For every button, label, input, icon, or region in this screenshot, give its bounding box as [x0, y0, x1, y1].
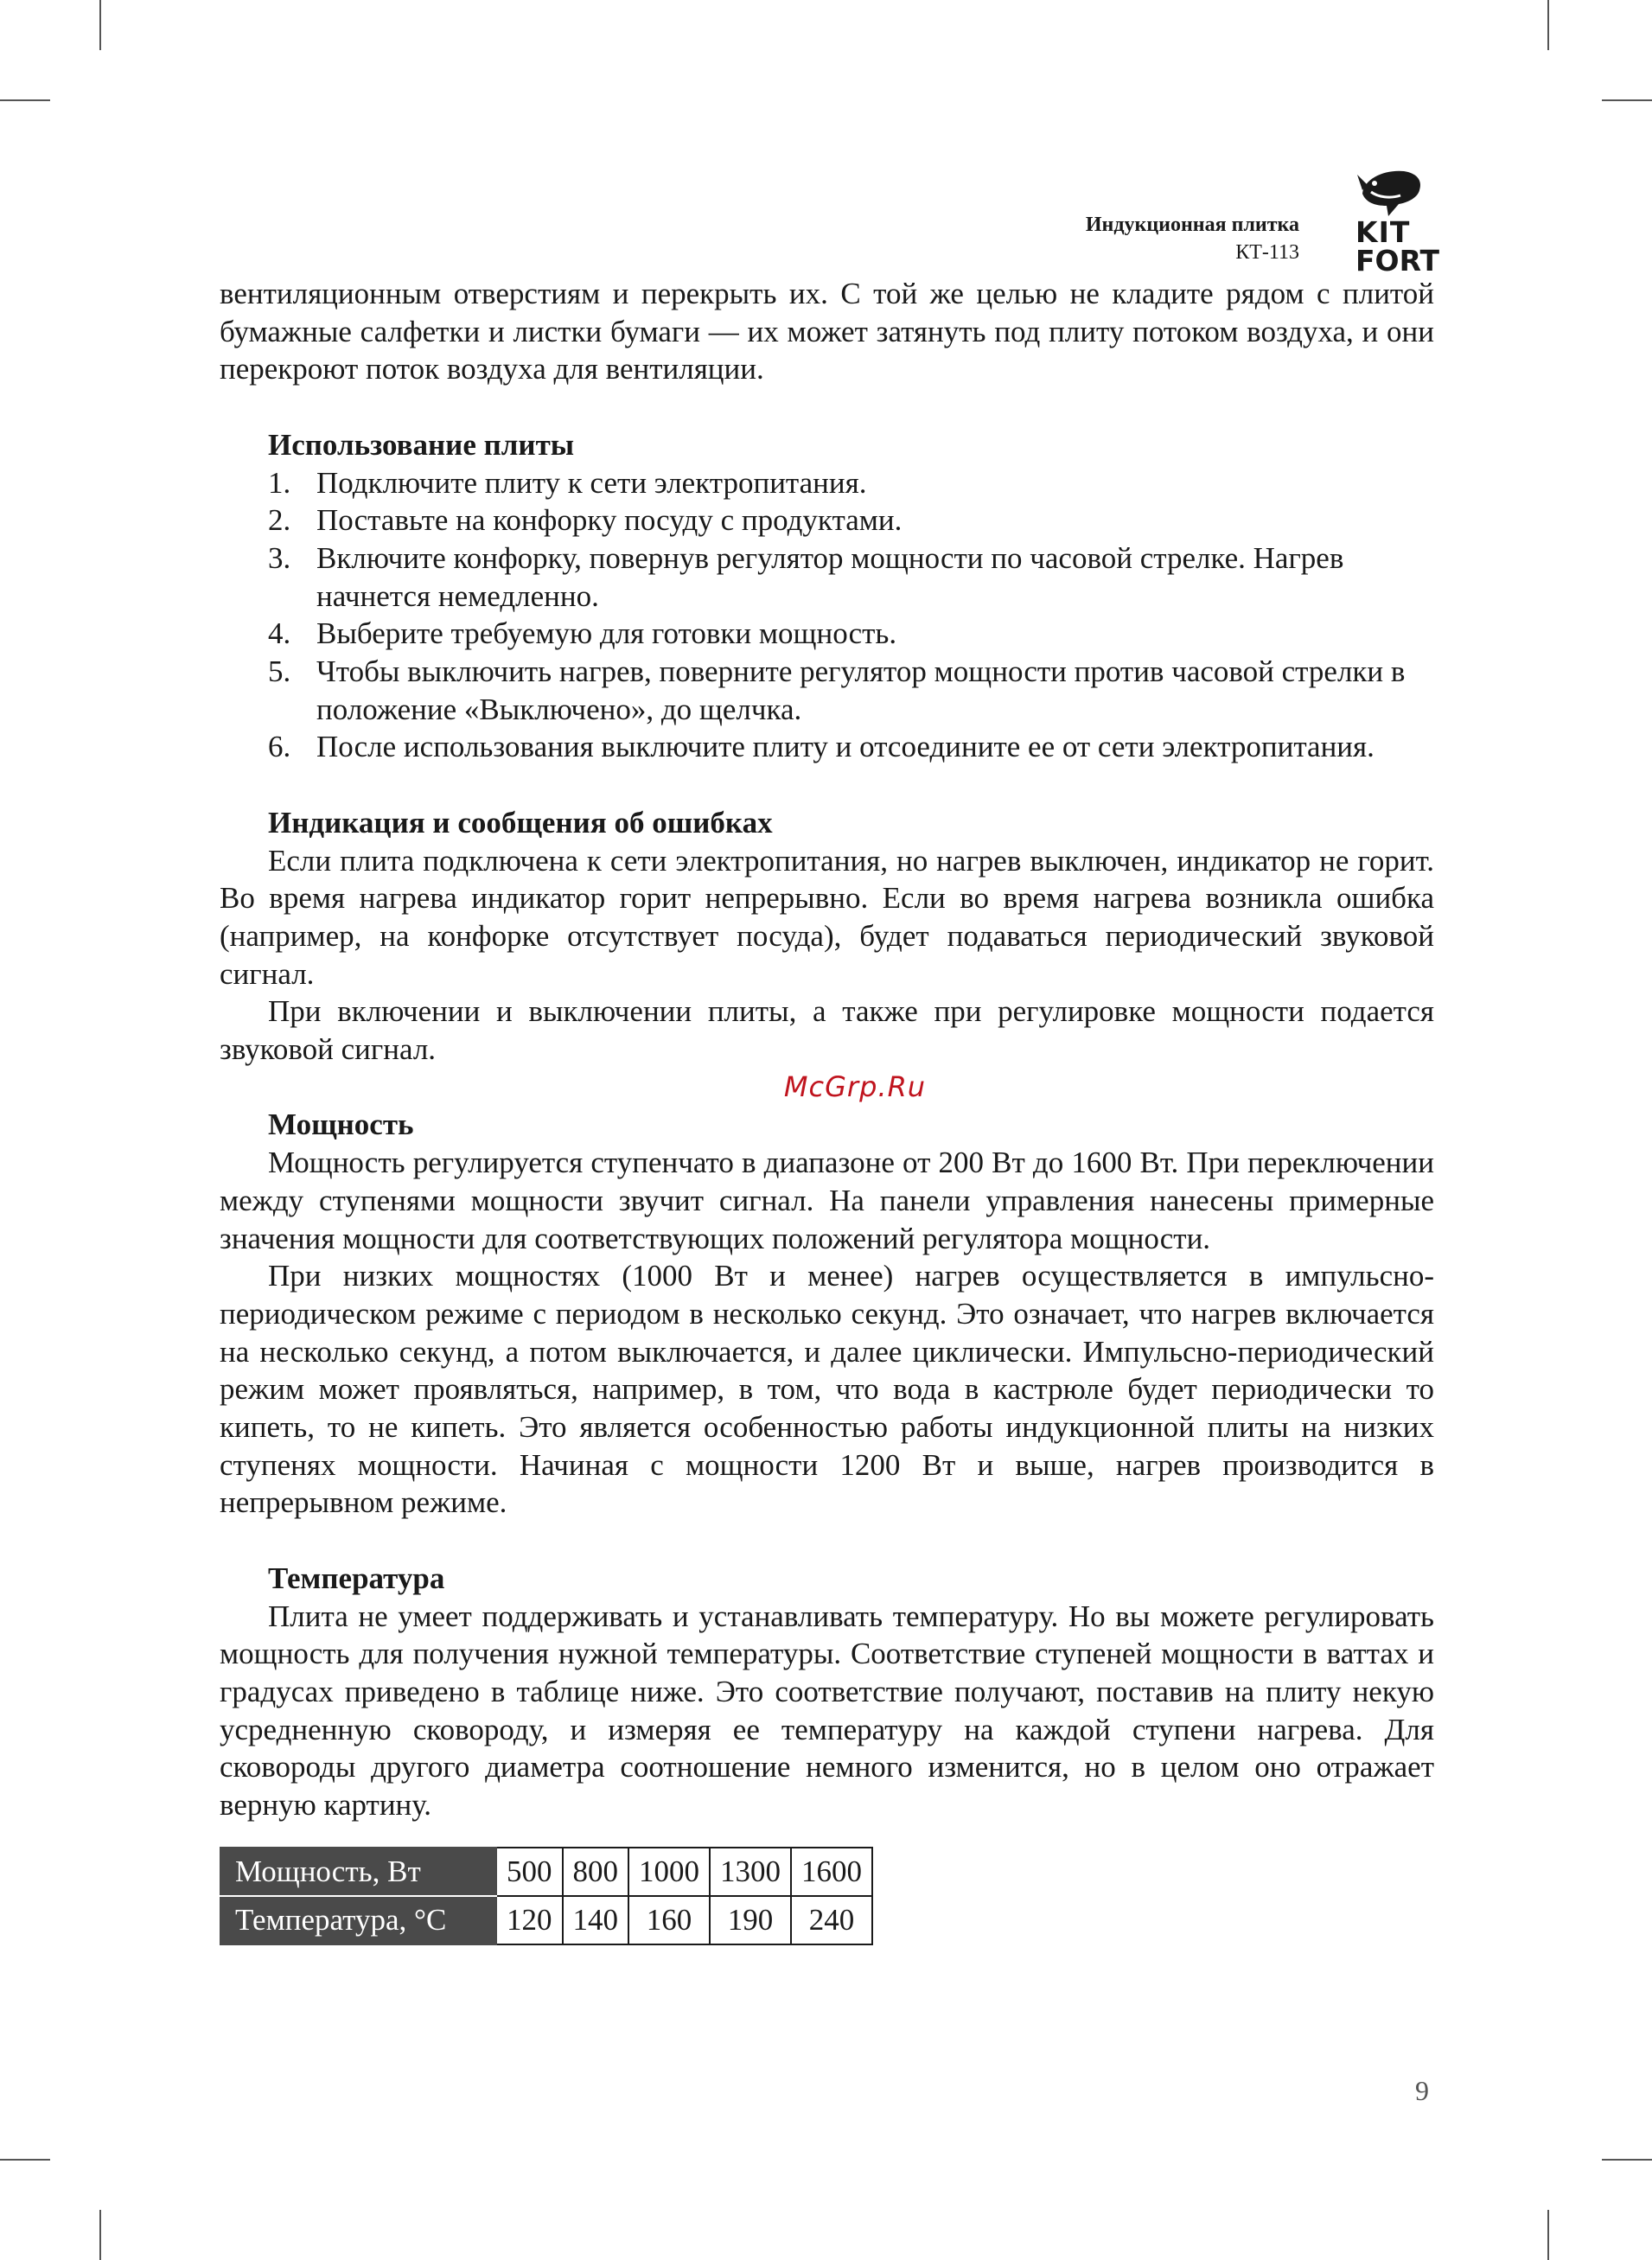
table-cell: 1000 [628, 1848, 710, 1896]
temperature-row-header: Температура, °C [220, 1896, 496, 1944]
list-item: 2. Поставьте на конфорку посуду с продуктами. [268, 503, 903, 538]
header-title: Индукционная плитка [1085, 214, 1299, 236]
intro-paragraph: вентиляционным отверстиям и перекрыть их. С той же целью не кладите рядом с плитой бумажные салфетки и листки бумаги — их может затянуть под плиту потоком воздуха, и они перекроют поток воздуха для вентиляции. [220, 277, 1434, 386]
power-row-header: Мощность, Вт [220, 1848, 496, 1896]
list-item: 6. После использования выключите плиту и отсоедините ее от сети электропитания. [268, 730, 1375, 764]
list-item: 5. Чтобы выключить нагрев, поверните регулятор мощности против часовой стрелки в положение «Выключено», до щелчка. [268, 654, 1406, 726]
crop-mark [1602, 99, 1652, 101]
table-cell: 160 [628, 1896, 710, 1944]
table-cell: 240 [791, 1896, 872, 1944]
usage-steps [220, 464, 1434, 767]
temperature-paragraph: Плита не умеет поддерживать и устанавливать температуру. Но вы можете регулировать мощность для получения нужной температуры. Соответствие ступеней мощности в ваттах и градусах приведено в таблице ниже. Это соответствие получают, поставив на плиту некую усредненную сковороду, и измеряя ее температуру на каждой ступени нагрева. Для сковороды другого диаметра соотношение немного изменится, но в целом оно отражает верную картину. [220, 1599, 1434, 1823]
header-model: КТ-113 [1235, 241, 1299, 264]
temperature-heading: Температура [268, 1561, 445, 1595]
crop-mark [0, 2159, 50, 2161]
crop-mark [1602, 2159, 1652, 2161]
crop-mark [0, 99, 50, 101]
power-temperature-table [220, 1847, 873, 1945]
crop-mark [1547, 0, 1549, 50]
indication-paragraph-1: Если плита подключена к сети электропитания, но нагрев выключен, индикатор не горит. Во время нагрева индикатор горит непрерывно. Если во время нагрева возникла ошибка (например, на конфорке отсутствует посуда), будет подаваться периодический звуковой сигнал. [220, 843, 1434, 991]
whale-icon [1355, 168, 1426, 218]
power-paragraph-2: При низких мощностях (1000 Вт и менее) нагрев осуществляется в импульсно-периодическом режиме с периодом в несколько секунд. Это означает, что нагрев включается на несколько секунд, а потом выключается, и далее циклически. Импульсно-периодический режим может проявляться, например, в том, что вода в кастрюле будет периодически то кипеть, то не кипеть. Это является особенностью работы индукционной плиты на низких ступенях мощности. Начиная с мощности 1200 Вт и выше, нагрев производится в непрерывном режиме. [220, 1259, 1434, 1520]
brand-line-1: KIT [1355, 215, 1411, 249]
indication-heading: Индикация и сообщения об ошибках [268, 805, 773, 840]
table-cell: 800 [563, 1848, 629, 1896]
indication-paragraph-2: При включении и выключении плиты, а также при регулировке мощности подается звуковой сигнал. [220, 994, 1434, 1067]
power-heading: Мощность [268, 1108, 414, 1142]
list-item: 4. Выберите требуемую для готовки мощность. [268, 616, 897, 651]
table-cell: 140 [563, 1896, 629, 1944]
table-row [220, 1896, 872, 1944]
table-cell: 120 [496, 1896, 563, 1944]
running-header [1086, 211, 1299, 266]
table-cell: 1300 [710, 1848, 791, 1896]
watermark: McGrp.Ru [783, 1069, 927, 1103]
kitfort-logo [1355, 168, 1440, 278]
page-number: 9 [1415, 2075, 1429, 2106]
list-item: 1. Подключите плиту к сети электропитания. [268, 465, 867, 500]
crop-mark [1547, 2210, 1549, 2260]
table-cell: 1600 [791, 1848, 872, 1896]
list-item: 3. Включите конфорку, повернув регулятор мощности по часовой стрелке. Нагрев начнется немедленно. [268, 540, 1344, 613]
crop-mark [99, 0, 101, 50]
crop-mark [99, 2210, 101, 2260]
usage-heading: Использование плиты [268, 427, 575, 462]
power-paragraph-1: Мощность регулируется ступенчато в диапазоне от 200 Вт до 1600 Вт. При переключении между ступенями мощности звучит сигнал. На панели управления нанесены примерные значения мощности для соответствующих положений регулятора мощности. [220, 1146, 1434, 1255]
table-row [220, 1848, 872, 1896]
table-cell: 190 [710, 1896, 791, 1944]
page-body [220, 275, 1434, 1945]
brand-line-2: FORT [1355, 244, 1440, 278]
table-cell: 500 [496, 1848, 563, 1896]
